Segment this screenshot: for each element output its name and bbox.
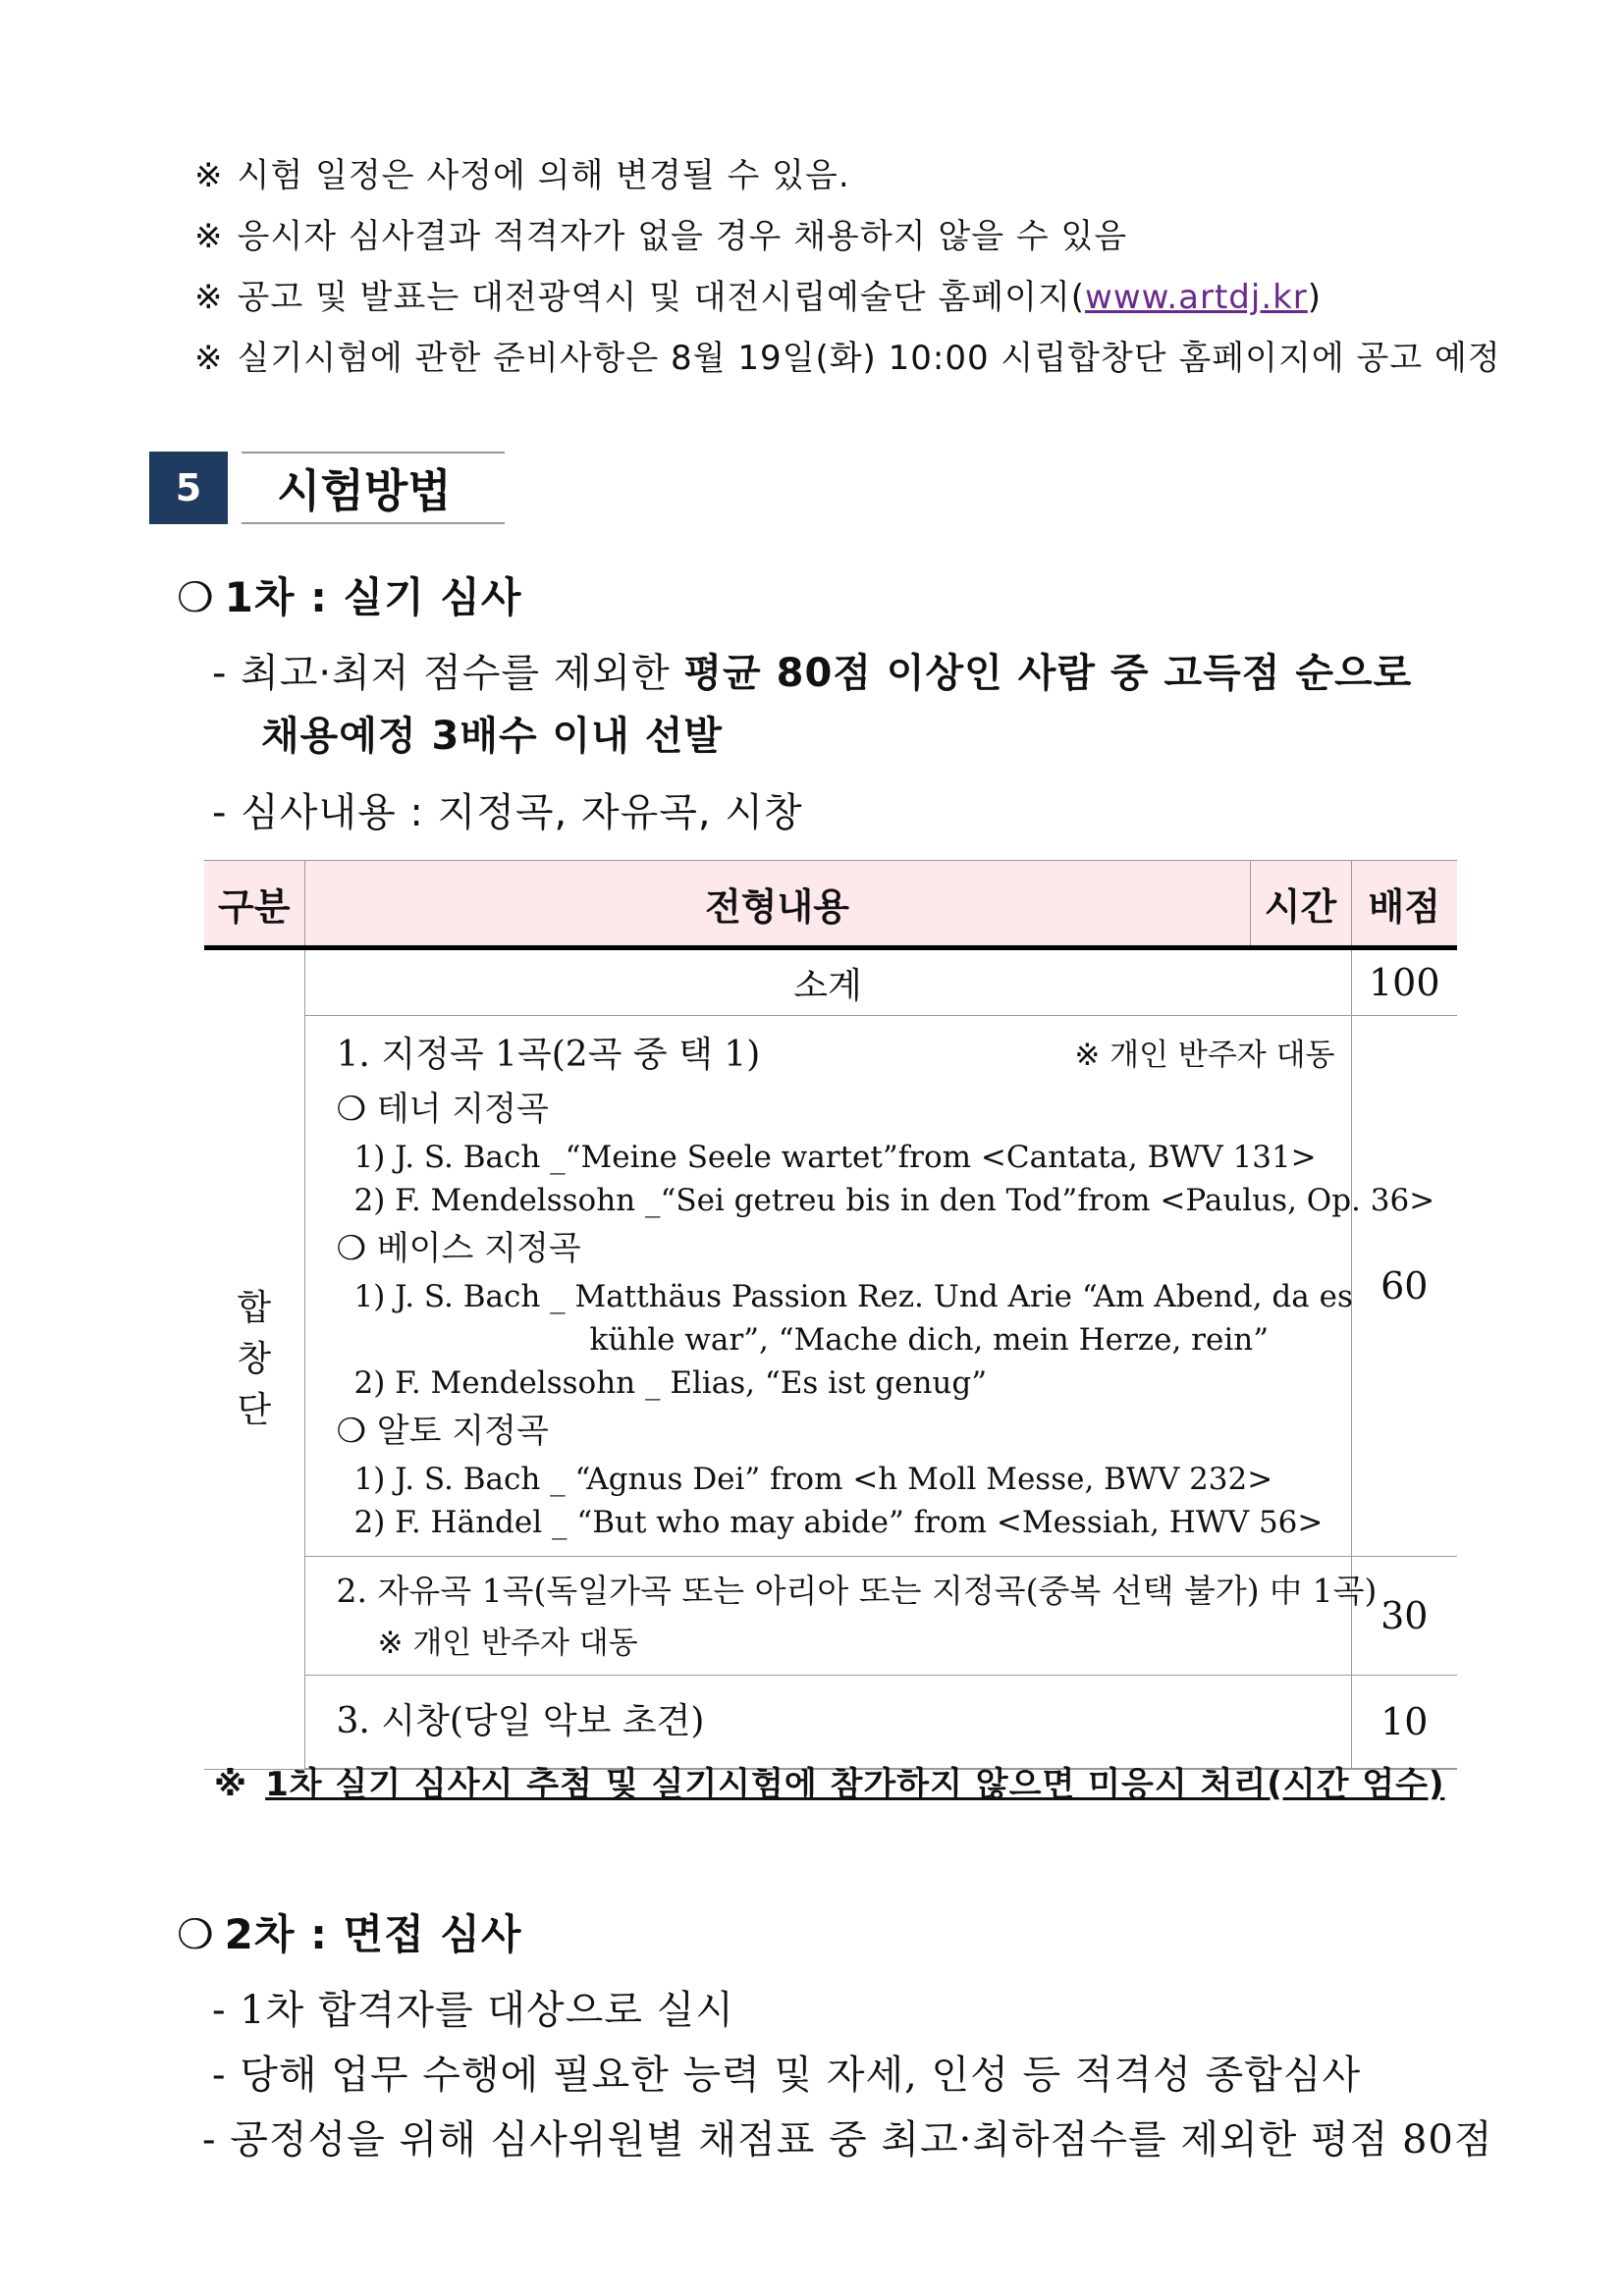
bullet1-prefix: - 최고·최저 점수를 제외한 — [212, 651, 671, 696]
reference-mark: ※ — [194, 278, 224, 317]
category-char: 창 — [237, 1338, 272, 1379]
reference-mark: ※ — [194, 217, 224, 256]
item3-title: 3. 시창(당일 악보 초견) — [336, 1701, 705, 1741]
item2-score: 30 — [1351, 1557, 1457, 1676]
bullet1-bold: 평균 80점 이상인 사람 중 고득점 순으로 — [683, 651, 1413, 696]
section-title: 시험방법 — [242, 452, 505, 524]
table-header-row — [204, 861, 1457, 948]
item1-accompanist-note: ※ 개인 반주자 대동 — [1074, 1038, 1335, 1073]
section-number: 5 — [149, 452, 228, 524]
note-text: 실기시험에 관한 준비사항은 8월 19일(화) 10:00 시립합창단 홈페이지에 공고 예정 — [237, 339, 1501, 378]
item2-content — [304, 1557, 1378, 1676]
note-text-end: ) — [1307, 278, 1323, 317]
item3-score: 10 — [1351, 1676, 1457, 1770]
circle-bullet-icon: ❍ — [177, 1910, 215, 1958]
header-content: 전형내용 — [304, 861, 1250, 948]
category-char: 합 — [237, 1287, 272, 1328]
alto-piece-1: 1) J. S. Bach _ “Agnus Dei” from <h Moll Messe, BWV 232> — [353, 1462, 1273, 1497]
website-link[interactable]: www.artdj.kr — [1085, 278, 1308, 317]
table-row-item2 — [204, 1557, 1457, 1676]
round1-title: 1차 : 실기 심사 — [224, 573, 522, 621]
item1-title-text: 1. 지정곡 1곡(2곡 중 택 1) — [336, 1035, 761, 1075]
note-text: 응시자 심사결과 적격자가 없을 경우 채용하지 않을 수 있음 — [237, 217, 1128, 256]
bass-title: ❍ 베이스 지정곡 — [336, 1229, 581, 1268]
absence-notice — [214, 1757, 1445, 1805]
round1-heading — [177, 565, 521, 624]
round2-bullet-1: - 1차 합격자를 대상으로 실시 — [212, 1988, 734, 2033]
subtotal-label: 소계 — [304, 948, 1351, 1016]
reference-mark: ※ — [214, 1765, 248, 1804]
bass-piece-2: 2) F. Mendelssohn _ Elias, “Es ist genug” — [353, 1365, 988, 1401]
note-schedule-change — [194, 145, 1490, 206]
round1-bullet2: - 심사내용 : 지정곡, 자유곡, 시창 — [212, 790, 803, 835]
reference-mark: ※ — [194, 339, 224, 378]
table-row-subtotal — [204, 948, 1457, 1016]
exam-table — [204, 860, 1457, 1770]
alto-title: ❍ 알토 지정곡 — [336, 1412, 549, 1451]
subtotal-score: 100 — [1351, 948, 1457, 1016]
note-text: 시험 일정은 사정에 의해 변경될 수 있음. — [237, 156, 850, 195]
note-text: 공고 및 발표는 대전광역시 및 대전시립예술단 홈페이지( — [237, 278, 1086, 317]
header-score: 배점 — [1351, 861, 1457, 948]
reference-mark: ※ — [194, 156, 224, 195]
item1-score: 60 — [1351, 1016, 1457, 1557]
item3-content — [304, 1676, 1351, 1770]
bass-piece-1-cont: kühle war”, “Mache dich, mein Herze, rein” — [589, 1322, 1270, 1358]
table-row-item3 — [204, 1676, 1457, 1770]
item2-accompanist-note: ※ 개인 반주자 대동 — [377, 1626, 638, 1661]
item1-title — [337, 1028, 1343, 1083]
header-time: 시간 — [1250, 861, 1351, 948]
alto-piece-2: 2) F. Händel _ “But who may abide” from <Messiah, HWV 56> — [353, 1505, 1324, 1540]
schedule-notes — [194, 145, 1501, 389]
note-practical-prep — [194, 328, 1501, 389]
circle-bullet-icon: ❍ — [177, 573, 215, 621]
category-char: 단 — [237, 1389, 272, 1430]
note-no-qualified — [194, 206, 1490, 267]
notice-text: 1차 실기 심사시 추첨 및 실기시험에 참가하지 않으면 미응시 처리(시간 엄수) — [265, 1765, 1445, 1804]
tenor-title: ❍ 테너 지정곡 — [336, 1090, 549, 1129]
bass-piece-1: 1) J. S. Bach _ Matthäus Passion Rez. Und Arie “Am Abend, da es — [353, 1279, 1353, 1314]
category-cell — [204, 948, 304, 1770]
round1-bullet1-cont: 채용예정 3배수 이내 선발 — [261, 714, 724, 759]
item2-title: 2. 자유곡 1곡(독일가곡 또는 아리아 또는 지정곡(중복 선택 불가) 中 1곡) — [336, 1572, 1378, 1610]
round2-bullet-3: - 공정성을 위해 심사위원별 채점표 중 최고·최하점수를 제외한 평점 80점 — [202, 2117, 1493, 2163]
tenor-piece-1: 1) J. S. Bach _“Meine Seele wartet”from <Cantata, BWV 131> — [353, 1140, 1317, 1175]
tenor-piece-2: 2) F. Mendelssohn _“Sei getreu bis in den Tod”from <Paulus, Op. 36> — [353, 1183, 1435, 1218]
header-category: 구분 — [204, 861, 304, 948]
table-row-item1 — [204, 1016, 1457, 1557]
round2-heading — [177, 1902, 521, 1961]
round2-title: 2차 : 면접 심사 — [224, 1910, 522, 1958]
note-announcement — [194, 267, 1490, 328]
round1-bullet1 — [212, 642, 1412, 698]
round2-bullet-2: - 당해 업무 수행에 필요한 능력 및 자세, 인성 등 적격성 종합심사 — [212, 2053, 1362, 2098]
